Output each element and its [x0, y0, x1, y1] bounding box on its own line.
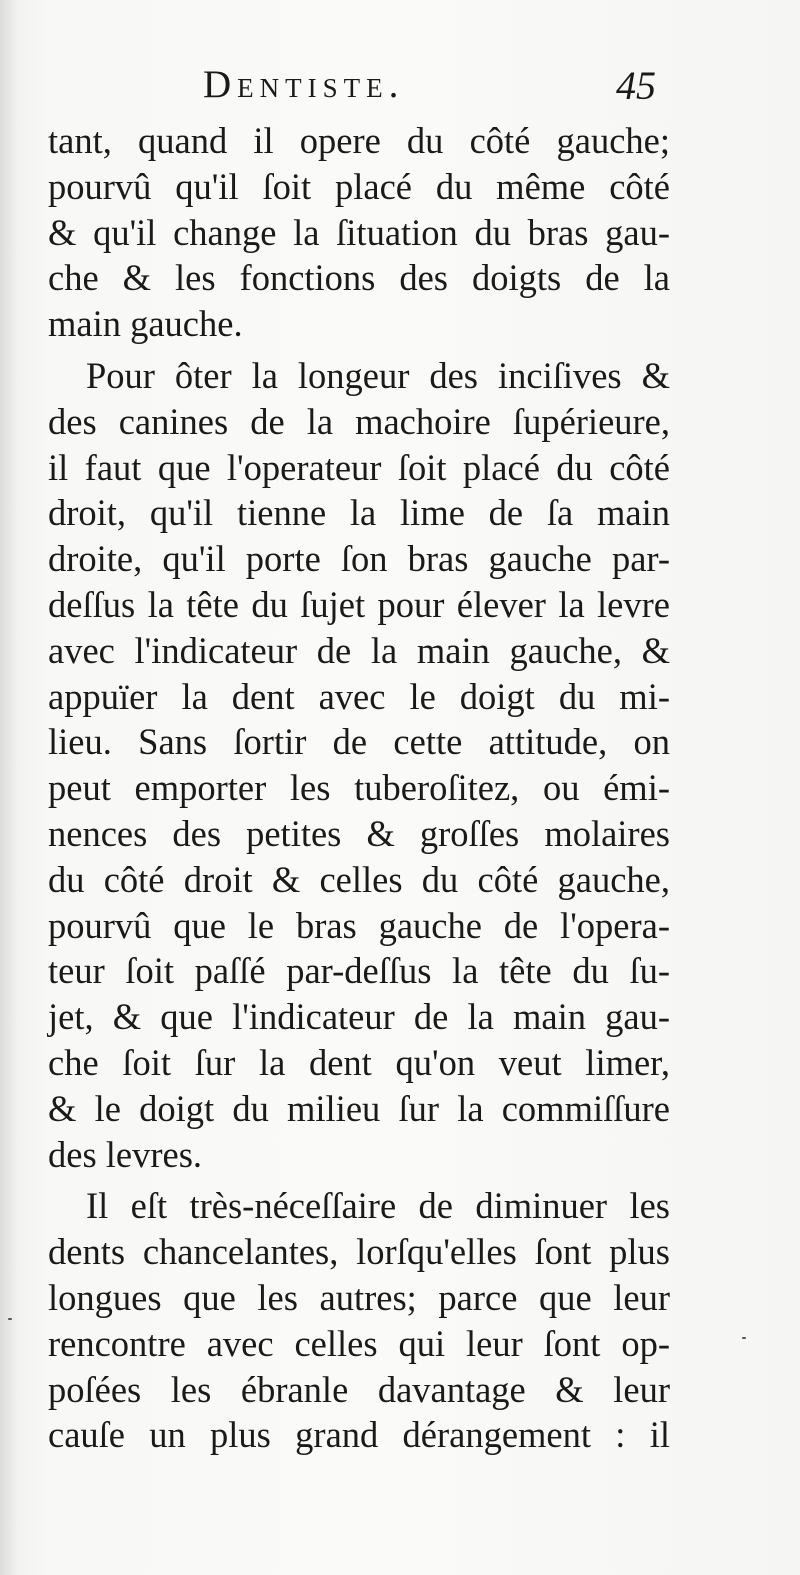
text-line: peut emporter les tuberoſitez, ou émi- [48, 767, 670, 809]
text-line: che ſoit ſur la dent qu'on veut limer, [48, 1041, 670, 1083]
text-line: nences des petites & groſſes molaires [48, 812, 670, 854]
ink-speck [742, 1337, 746, 1339]
text-line: & le doigt du milieu ſur la commiſſure [48, 1087, 670, 1129]
text-line: pourvû que le bras gauche de l'opera- [48, 904, 670, 946]
text-line: il faut que l'operateur ſoit placé du côté [48, 446, 670, 488]
text-line: appuïer la dent avec le doigt du mi- [48, 675, 670, 717]
running-head [48, 58, 668, 118]
text-line: pourvû qu'il ſoit placé du même côté [48, 165, 670, 207]
paragraph [48, 1183, 670, 1458]
text-line: main gauche. [48, 303, 243, 345]
text-line: lieu. Sans ſortir de cette attitude, on [48, 721, 670, 763]
body-text [48, 118, 670, 1458]
text-line: & qu'il change la ſituation du bras gau- [48, 211, 670, 253]
text-line: tant, quand il opere du côté gauche; [48, 120, 670, 161]
running-head-title: Dentiste. [203, 63, 405, 106]
text-line: deſſus la tête du ſujet pour élever la levre [48, 583, 670, 625]
text-line: des canines de la machoire ſupérieure, [48, 400, 670, 442]
paragraph [48, 353, 670, 1177]
text-line: longues que les autres; parce que leur [48, 1276, 670, 1318]
text-line: che & les fonctions des doigts de la [48, 257, 670, 299]
text-line: dents chancelantes, lorſqu'elles ſont plus [48, 1231, 670, 1273]
text-line: poſées les ébranle davantage & leur [48, 1368, 670, 1410]
text-line: Il eſt très-néceſſaire de diminuer les [86, 1185, 670, 1227]
text-line: teur ſoit paſſé par-deſſus la tête du ſu- [48, 950, 670, 992]
text-line: des levres. [48, 1133, 203, 1175]
text-line: Pour ôter la longeur des inciſives & [86, 354, 670, 396]
ink-speck [8, 1318, 12, 1320]
text-line: droit, qu'il tienne la lime de ſa main [48, 492, 670, 534]
text-line: du côté droit & celles du côté gauche, [48, 858, 670, 900]
text-line: droite, qu'il porte ſon bras gauche par- [48, 538, 670, 580]
text-line: jet, & que l'indicateur de la main gau- [48, 996, 670, 1038]
page-number: 45 [616, 63, 656, 108]
text-line: rencontre avec celles qui leur ſont op- [48, 1322, 670, 1364]
gutter-shadow [0, 0, 18, 1575]
text-line: cauſe un plus grand dérangement : il [48, 1414, 670, 1456]
text-line: avec l'indicateur de la main gauche, & [48, 629, 670, 671]
paragraph [48, 118, 670, 347]
